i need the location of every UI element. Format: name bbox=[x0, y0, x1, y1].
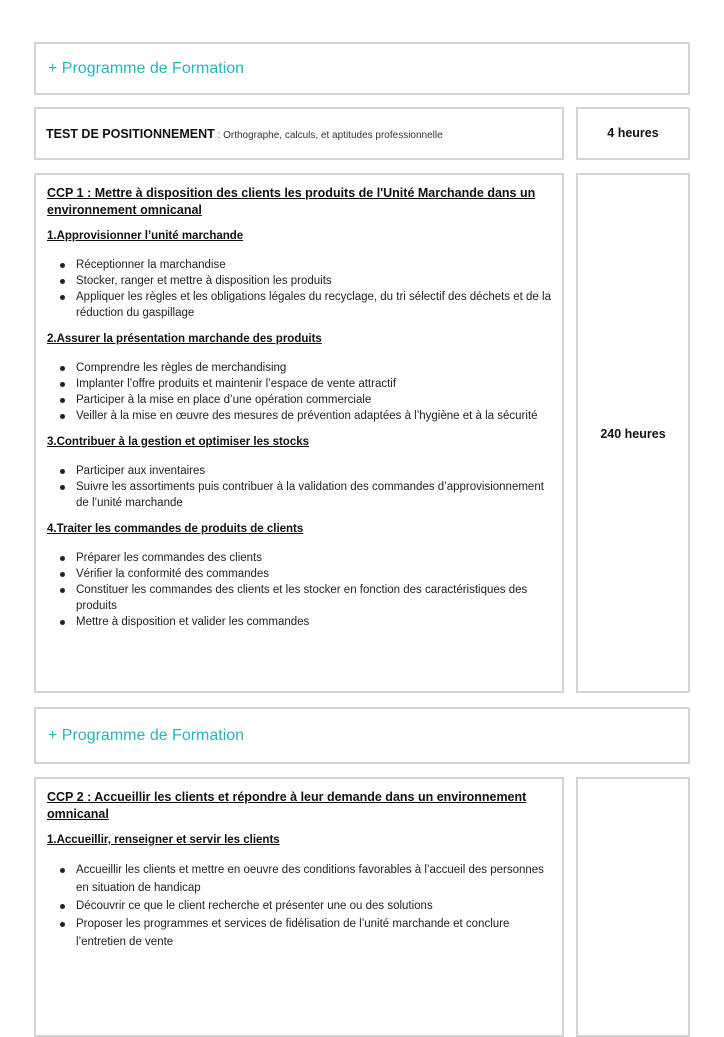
ccp2-section-list bbox=[47, 861, 554, 951]
list-item: Participer aux inventaires bbox=[47, 463, 554, 479]
program-title: + Programme de Formation bbox=[48, 726, 245, 744]
list-item: Accueillir les clients et mettre en oeuvre des conditions favorables à l’accueil des personnes en situation de handicap bbox=[47, 861, 554, 897]
ccp1-section-list bbox=[47, 257, 554, 321]
list-item: Découvrir ce que le client recherche et présenter une ou des solutions bbox=[47, 897, 554, 915]
list-item: Mettre à disposition et valider les commandes bbox=[47, 614, 554, 630]
ccp2-section-title: 1.Accueillir, renseigner et servir les clients bbox=[47, 834, 280, 846]
ccp1-title: CCP 1 : Mettre à disposition des clients les produits de l'Unité Marchande dans un environnement omnicanal bbox=[47, 186, 536, 217]
list-item: Suivre les assortiments puis contribuer à la validation des commandes d’approvisionnement de l’unité marchande bbox=[47, 479, 554, 511]
list-item: Implanter l’offre produits et maintenir l’espace de vente attractif bbox=[47, 376, 554, 392]
ccp1-section-list bbox=[47, 360, 554, 424]
test-line bbox=[46, 127, 443, 141]
ccp2-title: CCP 2 : Accueillir les clients et répondre à leur demande dans un environnement omnicanal bbox=[47, 790, 527, 821]
ccp1-section-title: 2.Assurer la présentation marchande des produits bbox=[47, 333, 322, 345]
test-hours-box bbox=[576, 107, 690, 160]
list-item: Comprendre les règles de merchandising bbox=[47, 360, 554, 376]
list-item: Stocker, ranger et mettre à disposition les produits bbox=[47, 273, 554, 289]
list-item: Réceptionner la marchandise bbox=[47, 257, 554, 273]
ccp1-hours: 240 heures bbox=[600, 427, 666, 441]
program-header-box bbox=[34, 42, 690, 95]
ccp2-box bbox=[34, 777, 564, 1037]
test-separator: : bbox=[214, 129, 224, 141]
ccp1-section-list bbox=[47, 550, 554, 630]
test-title: TEST DE POSITIONNEMENT bbox=[46, 126, 215, 141]
ccp1-box bbox=[34, 173, 564, 693]
program-header-box bbox=[34, 707, 690, 764]
ccp1-section-title: 4.Traiter les commandes de produits de clients bbox=[47, 523, 304, 535]
ccp2-content bbox=[47, 789, 554, 962]
test-box bbox=[34, 107, 564, 160]
ccp1-content bbox=[47, 185, 554, 641]
ccp2-hours-box bbox=[576, 777, 690, 1037]
list-item: Proposer les programmes et services de fidélisation de l’unité marchande et conclure l’entretien de vente bbox=[47, 915, 554, 951]
list-item: Appliquer les règles et les obligations légales du recyclage, du tri sélectif des déchets et de la réduction du gaspillage bbox=[47, 289, 554, 321]
list-item: Vérifier la conformité des commandes bbox=[47, 566, 554, 582]
ccp1-hours-box bbox=[576, 173, 690, 693]
list-item: Préparer les commandes des clients bbox=[47, 550, 554, 566]
list-item: Veiller à la mise en œuvre des mesures de prévention adaptées à l’hygiène et à la sécurité bbox=[47, 408, 554, 424]
ccp1-section-title: 3.Contribuer à la gestion et optimiser les stocks bbox=[47, 436, 310, 448]
program-title: + Programme de Formation bbox=[48, 59, 245, 77]
list-item: Participer à la mise en place d’une opération commerciale bbox=[47, 392, 554, 408]
list-item: Constituer les commandes des clients et les stocker en fonction des caractéristiques des produits bbox=[47, 582, 554, 614]
ccp1-section-title: 1.Approvisionner l’unité marchande bbox=[47, 230, 244, 242]
test-hours: 4 heures bbox=[607, 126, 659, 140]
ccp1-section-list bbox=[47, 463, 554, 511]
test-description: Orthographe, calculs, et aptitudes professionnelle bbox=[223, 129, 443, 141]
